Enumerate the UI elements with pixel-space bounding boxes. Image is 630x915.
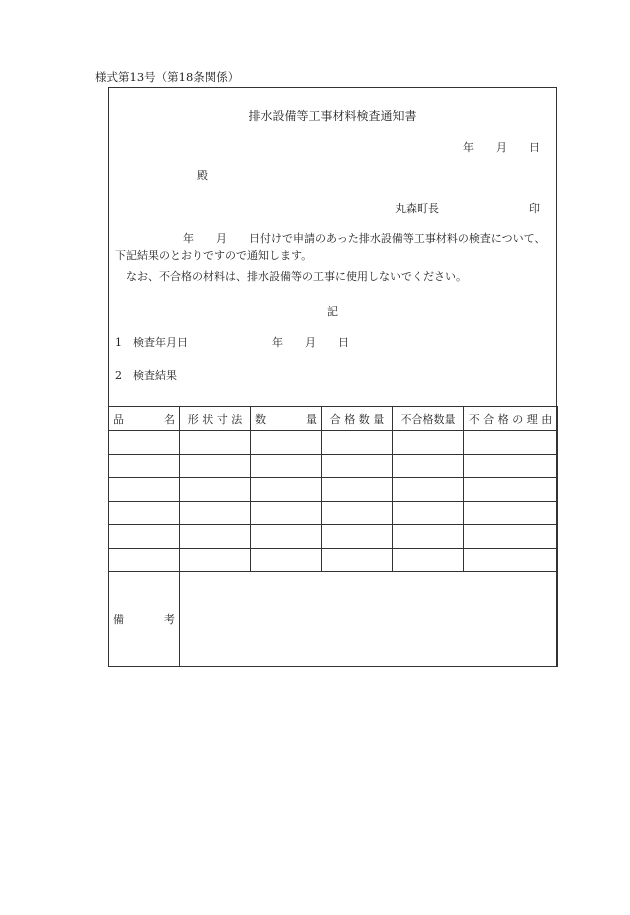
table-header-row <box>109 407 558 431</box>
header-shape-size: 形 状 寸 法 <box>180 407 251 431</box>
header-quantity: 数 量 <box>251 407 322 431</box>
table-cell[interactable] <box>180 431 251 455</box>
table-cell[interactable] <box>109 478 180 502</box>
table-cell[interactable] <box>322 548 393 572</box>
table-cell[interactable] <box>464 525 558 549</box>
table-cell[interactable] <box>109 454 180 478</box>
table-cell[interactable] <box>109 525 180 549</box>
table-row <box>109 454 558 478</box>
table-cell[interactable] <box>393 454 464 478</box>
remarks-row <box>109 572 558 667</box>
table-cell[interactable] <box>322 431 393 455</box>
table-cell[interactable] <box>251 548 322 572</box>
table-cell[interactable] <box>322 454 393 478</box>
table-cell[interactable] <box>464 548 558 572</box>
header-failure-reason: 不 合 格 の 理 由 <box>464 407 558 431</box>
inspection-date-item <box>115 334 349 350</box>
table-cell[interactable] <box>393 478 464 502</box>
table-cell[interactable] <box>393 525 464 549</box>
inspection-date-value: 年 月 日 <box>272 336 349 349</box>
table-cell[interactable] <box>109 548 180 572</box>
table-row <box>109 548 558 572</box>
ki-heading: 記 <box>327 305 338 318</box>
table-row <box>109 431 558 455</box>
table-cell[interactable] <box>180 478 251 502</box>
header-failed-quantity: 不合格数量 <box>393 407 464 431</box>
table-cell[interactable] <box>393 501 464 525</box>
table-cell[interactable] <box>109 431 180 455</box>
document-title: 排水設備等工事材料検査通知書 <box>248 109 417 123</box>
table-cell[interactable] <box>464 454 558 478</box>
notice-paragraph: 年 月 日付けで申請のあった排水設備等工事材料の検査について、下記結果のとおりですので通知します。 <box>115 232 546 262</box>
remarks-field[interactable] <box>180 572 558 667</box>
table-cell[interactable] <box>180 454 251 478</box>
table-cell[interactable] <box>251 525 322 549</box>
table-cell[interactable] <box>322 525 393 549</box>
table-row <box>109 525 558 549</box>
table-cell[interactable] <box>393 431 464 455</box>
table-cell[interactable] <box>464 501 558 525</box>
seal-mark: 印 <box>529 202 540 215</box>
table-cell[interactable] <box>180 548 251 572</box>
table-cell[interactable] <box>251 478 322 502</box>
table-row <box>109 478 558 502</box>
table-cell[interactable] <box>180 525 251 549</box>
table-cell[interactable] <box>464 478 558 502</box>
inspection-date-label: 1 検査年月日 <box>115 336 188 349</box>
table-cell[interactable] <box>109 501 180 525</box>
issue-date-line: 年 月 日 <box>463 141 540 154</box>
table-cell[interactable] <box>251 431 322 455</box>
rejection-note: なお、不合格の材料は、排水設備等の工事に使用しないでください。 <box>126 270 467 283</box>
remarks-label: 備 考 <box>109 572 180 667</box>
issuer-line <box>395 200 540 216</box>
table-cell[interactable] <box>393 548 464 572</box>
header-passed-quantity: 合 格 数 量 <box>322 407 393 431</box>
issuer-name: 丸森町長 <box>395 202 439 215</box>
table-cell[interactable] <box>464 431 558 455</box>
addressee-suffix: 殿 <box>197 169 208 182</box>
table-cell[interactable] <box>251 501 322 525</box>
form-number: 様式第13号（第18条関係） <box>95 70 240 84</box>
header-item-name: 品 名 <box>109 407 180 431</box>
inspection-result-item: 2 検査結果 <box>115 369 177 382</box>
form-frame <box>108 87 557 667</box>
table-cell[interactable] <box>180 501 251 525</box>
results-table <box>108 406 558 667</box>
table-cell[interactable] <box>251 454 322 478</box>
table-row <box>109 501 558 525</box>
table-cell[interactable] <box>322 478 393 502</box>
table-cell[interactable] <box>322 501 393 525</box>
